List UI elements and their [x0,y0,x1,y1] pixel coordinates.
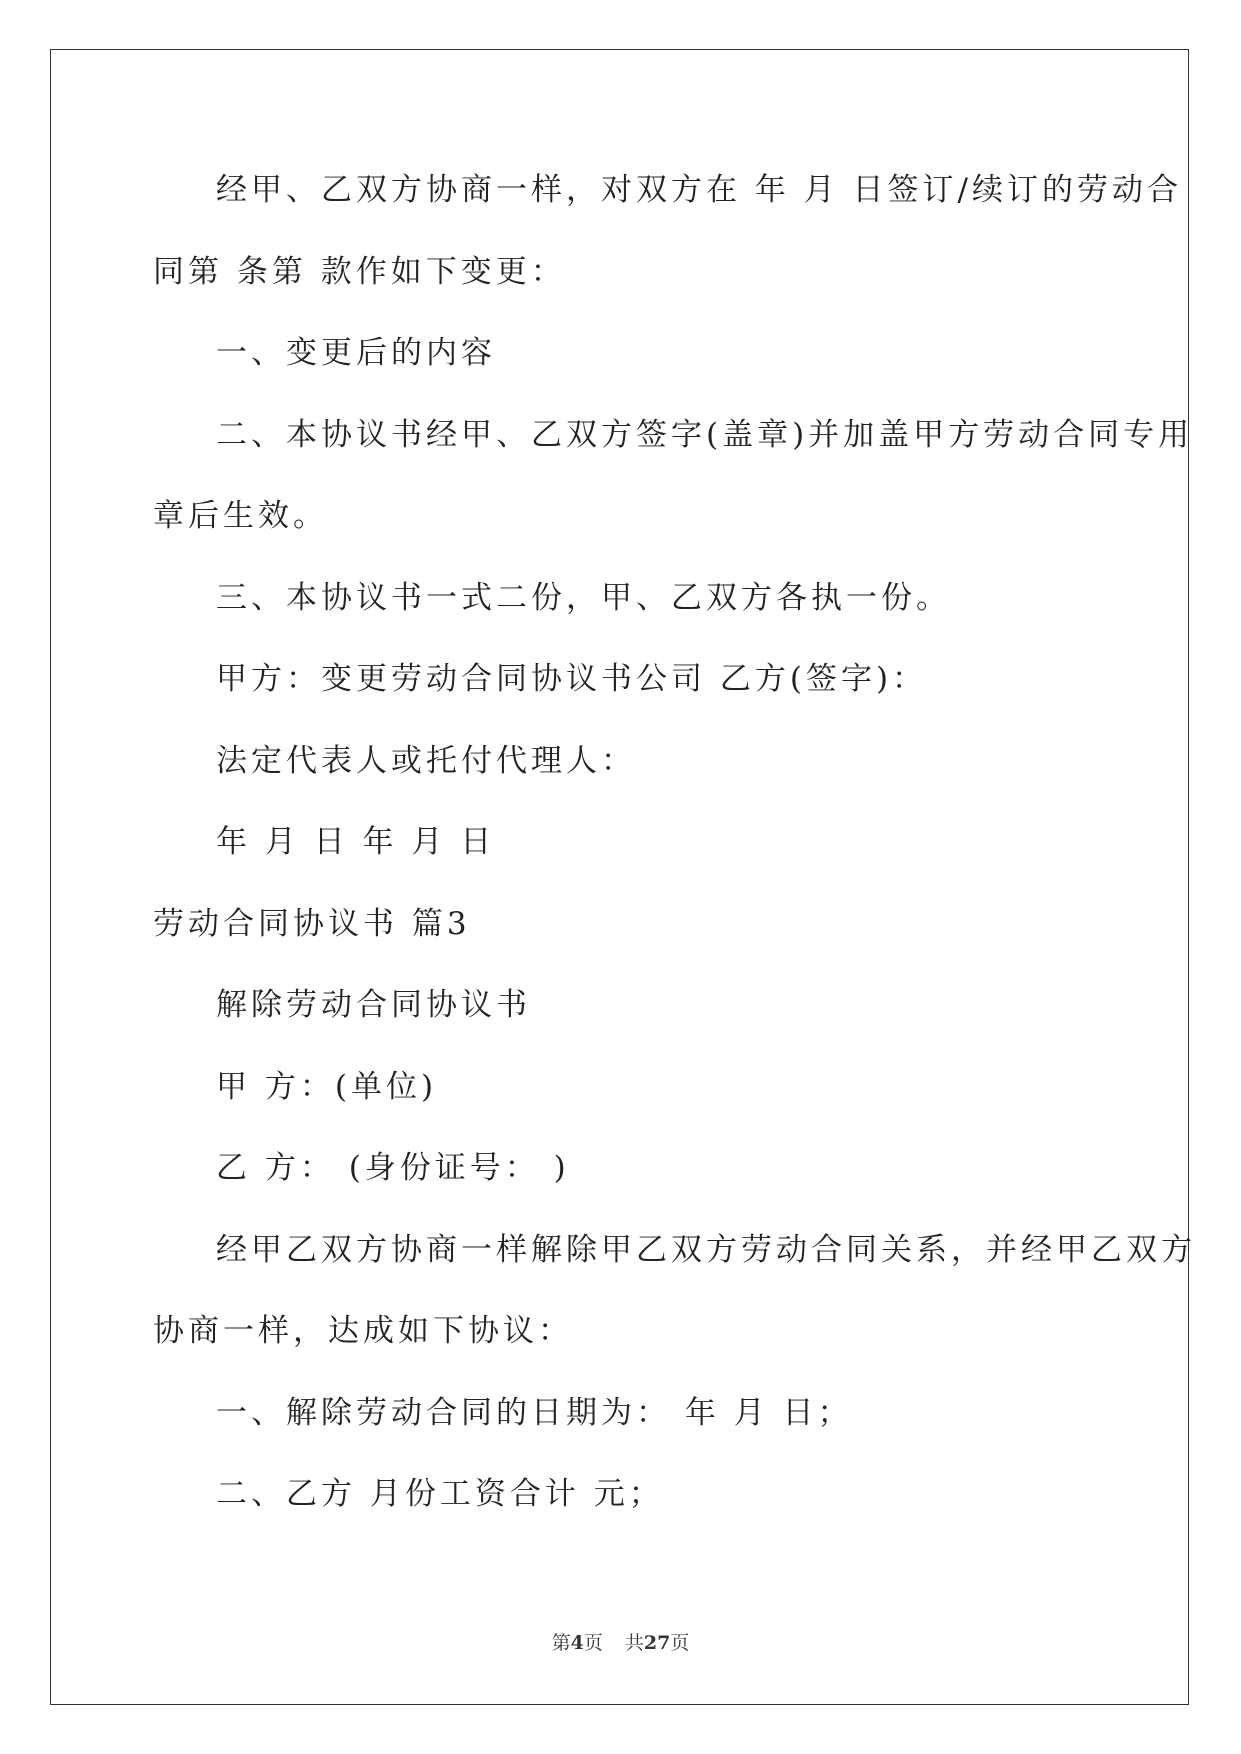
paragraph-line: 协商一样，达成如下协议： [153,1313,573,1349]
total-pages: 27 [643,1632,671,1654]
page-suffix: 页 [583,1632,603,1654]
paragraph-line: 同第 条第 款作如下变更： [153,253,566,290]
paragraph-line: 章后生效。 [153,498,328,534]
total-prefix: 共 [624,1632,644,1654]
page-prefix: 第 [551,1632,571,1654]
page-footer [0,1628,1241,1655]
total-suffix: 页 [670,1632,690,1654]
page-number: 4 [570,1632,584,1654]
document-title: 解除劳动合同协议书 [216,987,531,1023]
paragraph-line: 经甲、乙双方协商一样，对双方在 年 月 日签订/续订的劳动合 [216,172,1183,208]
paragraph-line: 法定代表人或托付代理人： [216,742,636,779]
paragraph-line: 二、乙方 月份工资合计 元； [216,1476,664,1512]
date-line: 年 月 日 年 月 日 [216,824,496,860]
party-a-line: 甲 方：(单位) [216,1068,438,1105]
section-heading: 劳动合同协议书 篇3 [153,905,471,942]
party-b-line: 乙 方： (身份证号： ) [216,1150,570,1186]
document-body [153,165,1196,1551]
paragraph-line: 经甲乙双方协商一样解除甲乙双方劳动合同关系，并经甲乙双方 [216,1231,1196,1268]
paragraph-line: 一、解除劳动合同的日期为： 年 月 日； [216,1394,853,1431]
paragraph-line: 二、本协议书经甲、乙双方签字(盖章)并加盖甲方劳动合同专用 [216,416,1194,453]
paragraph-line: 一、变更后的内容 [216,335,496,371]
paragraph-line: 甲方：变更劳动合同协议书公司 乙方(签字)： [216,661,928,697]
paragraph-line: 三、本协议书一式二份，甲、乙双方各执一份。 [216,579,951,616]
